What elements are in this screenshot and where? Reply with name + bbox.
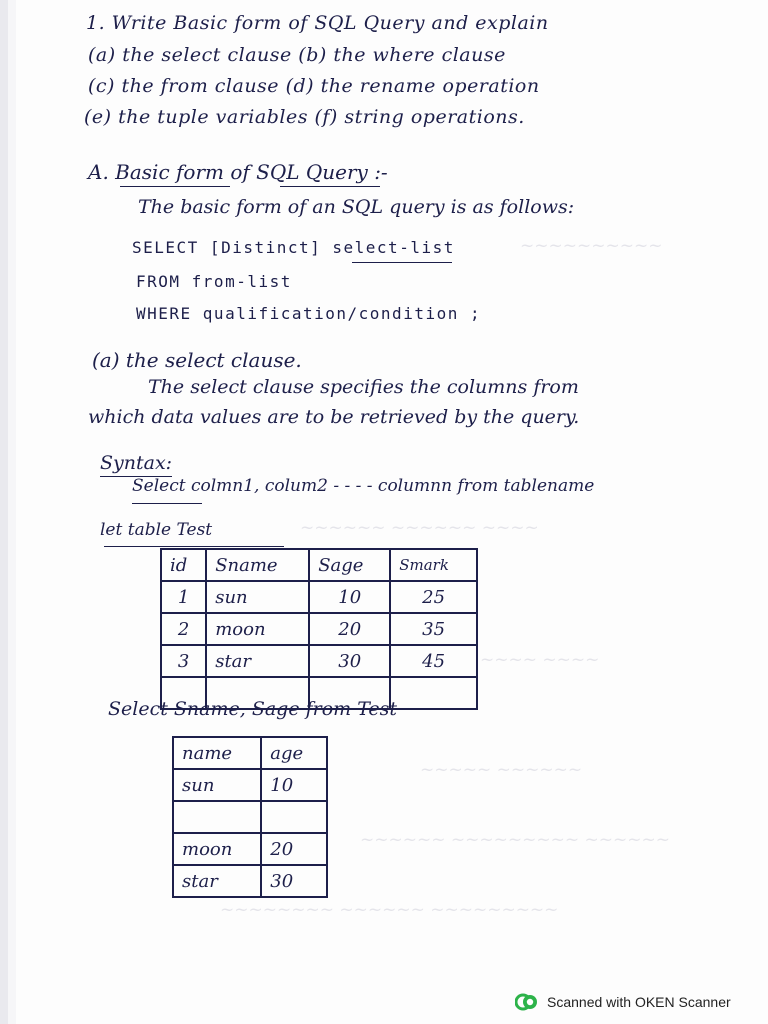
table-row xyxy=(161,613,477,645)
bleed-through-text: ~~~~~ ~~~~~~ xyxy=(420,760,583,780)
oken-scanner-logo-icon xyxy=(515,991,539,1013)
question-line-4: (e) the tuple variables (f) string operations. xyxy=(84,106,525,128)
query-example: Select Sname, Sage from Test xyxy=(108,698,398,720)
table-cell: 30 xyxy=(261,865,327,897)
table-cell: 10 xyxy=(261,769,327,801)
table-cell: 35 xyxy=(390,613,477,645)
result-table xyxy=(172,736,328,898)
scanner-footer-text: Scanned with OKEN Scanner xyxy=(547,994,731,1010)
answer-intro: The basic form of an SQL query is as follows: xyxy=(138,196,575,218)
bleed-through-text: ~~~~~~~~ ~~~~~~ ~~~~~~~~~ xyxy=(220,900,559,920)
table-cell: 30 xyxy=(309,645,390,677)
table-cell: sun xyxy=(206,581,309,613)
table-blank-row xyxy=(173,801,327,833)
table-cell: 20 xyxy=(309,613,390,645)
scanner-footer xyxy=(515,990,760,1014)
table-row xyxy=(161,581,477,613)
table-header-cell: Sage xyxy=(309,549,390,581)
syntax-text: Select colmn1, colum2 - - - - columnn from tablename xyxy=(132,476,595,496)
table-row xyxy=(173,769,327,801)
table-cell: moon xyxy=(173,833,261,865)
table-cell: star xyxy=(206,645,309,677)
let-table-underline xyxy=(104,546,284,547)
bleed-through-text: ~~~~~~ ~~~~~~ ~~~~ xyxy=(300,518,539,538)
table-cell: star xyxy=(173,865,261,897)
heading-underline xyxy=(280,186,380,187)
sql-where-line: WHERE qualification/condition ; xyxy=(136,304,482,323)
table-cell: 1 xyxy=(161,581,206,613)
table-cell: 3 xyxy=(161,645,206,677)
table-cell: 45 xyxy=(390,645,477,677)
table-header-cell: Smark xyxy=(390,549,477,581)
table-header-cell: Sname xyxy=(206,549,309,581)
question-line-2: (a) the select clause (b) the where clause xyxy=(88,44,506,66)
question-line-3: (c) the from clause (d) the rename operation xyxy=(88,75,540,97)
select-list-underline xyxy=(352,262,452,263)
syntax-label: Syntax: xyxy=(100,452,173,474)
answer-heading: A. Basic form of SQL Query :- xyxy=(88,160,388,184)
bleed-through-text: ~~~~ ~~~~ xyxy=(480,650,600,670)
question-line-1: 1. Write Basic form of SQL Query and explain xyxy=(86,12,549,34)
table-header-cell: age xyxy=(261,737,327,769)
section-a-desc-2: which data values are to be retrieved by the query. xyxy=(88,406,580,428)
table-header-row xyxy=(161,549,477,581)
bleed-through-text: ~~~~~~ ~~~~~~~~~ ~~~~~~ xyxy=(360,830,670,850)
table-row xyxy=(173,833,327,865)
section-a-title: (a) the select clause. xyxy=(92,348,302,372)
let-table-text: let table Test xyxy=(100,520,213,540)
test-table xyxy=(160,548,478,710)
table-row xyxy=(173,865,327,897)
table-cell: 25 xyxy=(390,581,477,613)
sql-from-line: FROM from-list xyxy=(136,272,292,291)
table-row xyxy=(161,645,477,677)
table-cell: 10 xyxy=(309,581,390,613)
sql-select-line: SELECT [Distinct] select-list xyxy=(132,238,455,257)
table-cell: 2 xyxy=(161,613,206,645)
table-header-row xyxy=(173,737,327,769)
table-header-cell: name xyxy=(173,737,261,769)
section-a-desc-1: The select clause specifies the columns from xyxy=(148,376,579,398)
table-cell: 20 xyxy=(261,833,327,865)
select-keyword-underline xyxy=(132,503,202,504)
table-header-cell: id xyxy=(161,549,206,581)
table-cell: sun xyxy=(173,769,261,801)
heading-underline xyxy=(120,186,230,187)
table-cell: moon xyxy=(206,613,309,645)
bleed-through-text: ~~~~~~~~~~ xyxy=(520,236,663,256)
